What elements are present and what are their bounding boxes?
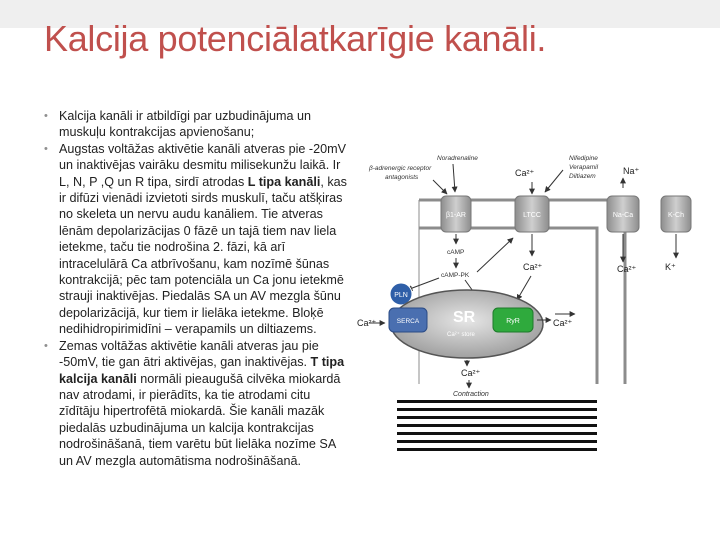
bullet-text: Augstas voltāžas aktivētie kanāli atveras pie -20mV un inaktivējas vairāku desmitu milisekunžu laikā. Ir L, N, P ,Q un R tipa, sirdī atrodas <box>59 141 346 189</box>
ca-store-label: Ca²⁺ store <box>447 332 475 338</box>
pln-label: PLN <box>394 292 408 299</box>
ryr-label: RyR <box>506 318 520 325</box>
k-channel <box>661 196 691 232</box>
kch-label: K-Ch <box>668 212 684 219</box>
ltcc-label: LTCC <box>523 212 541 219</box>
ca-mid-label: Ca²⁺ <box>523 262 543 272</box>
b1ar-label: β1-AR <box>446 212 466 219</box>
sr-label: SR <box>453 309 476 326</box>
myofilaments <box>397 400 597 451</box>
calcium-channel-diagram <box>355 148 720 538</box>
naca-exchanger <box>607 196 639 232</box>
slide-title: Kalcija potenciālatkarīgie kanāli. <box>44 18 547 59</box>
drugs-label: Nifedipine Verapamil Diltiazem <box>569 155 599 180</box>
naca-label: Na-Ca <box>612 212 634 219</box>
ltcc-channel <box>515 196 549 232</box>
na-label: Na⁺ <box>623 166 640 176</box>
bullet-bold-text: L tipa kanāli <box>247 174 321 189</box>
bullet-item <box>42 338 352 469</box>
noradrenaline-label: Noradrenaline <box>437 155 478 162</box>
camp-label: cAMP <box>447 249 465 256</box>
ca-top-label: Ca²⁺ <box>515 168 535 178</box>
bullet-text: Kalcija kanāli ir atbildīgi par uzbudinājuma un muskuļu kontrakcijas apvienošanu; <box>59 109 312 140</box>
b1ar-receptor <box>441 196 471 232</box>
bullet-text: , kas ir difūzi vienādi izvietoti sirds muskulī, taču atšķiras no skeleta un nervu audu kanāliem. Tie atveras lēnām depolarizācijas 0 fāzē un tajā tiem nav liela ietekme, taču tie nodrošina 2. fāzi, kā arī intracelulārā Ca atbrīvošanu, kam nozīmē šūnas kontrakcijā; pēc tam potenciāla un Ca jonu ietekmē strauji inaktivējas. Piedalās SA un AV mezgla šūnu depolarizācijā, kur tiem ir lielāka ietekme. Bloķē nedihidropirimidīni – verapamils un diltiazems. <box>59 174 347 337</box>
ryr-channel <box>493 308 533 332</box>
bullet-bold-text: T tipa kalcija kanāli <box>59 355 345 386</box>
contraction-label: Contraction <box>453 391 489 398</box>
ca-bottom-label: Ca²⁺ <box>461 368 481 378</box>
ca-left-label: Ca²⁺ <box>357 318 377 328</box>
serca-label: SERCA <box>396 318 420 325</box>
ca-right-label: Ca²⁺ <box>553 318 573 328</box>
ca-right-top-label: Ca²⁺ <box>617 264 637 274</box>
serca-pump <box>389 308 427 332</box>
bullet-item <box>42 141 352 338</box>
bullet-list <box>42 108 352 469</box>
bullet-text: normāli pieaugušā cilvēka miokardā nav atrodami, ir pierādīts, ka tie atrodami citu zīdītāju hipertrofētā miokardā. Šie kanāli mazāk piedalās uzbudinājuma un kalcija kontrakcijas nodrošināšanā, tiem varētu būt lielāka nozīme SA un AV mezgla automātisma nodrošināšanā. <box>59 371 341 468</box>
bullet-text: Zemas voltāžas aktivētie kanāli atveras jau pie -50mV, tie gan ātri aktivējas, gan inaktivējas. <box>59 338 319 370</box>
k-label: K⁺ <box>665 262 676 272</box>
camppk-label: cAMP-PK <box>441 272 470 279</box>
bullet-item <box>42 108 352 141</box>
beta-antagonists-label: β-adrenergic receptor antagonists <box>369 165 432 181</box>
